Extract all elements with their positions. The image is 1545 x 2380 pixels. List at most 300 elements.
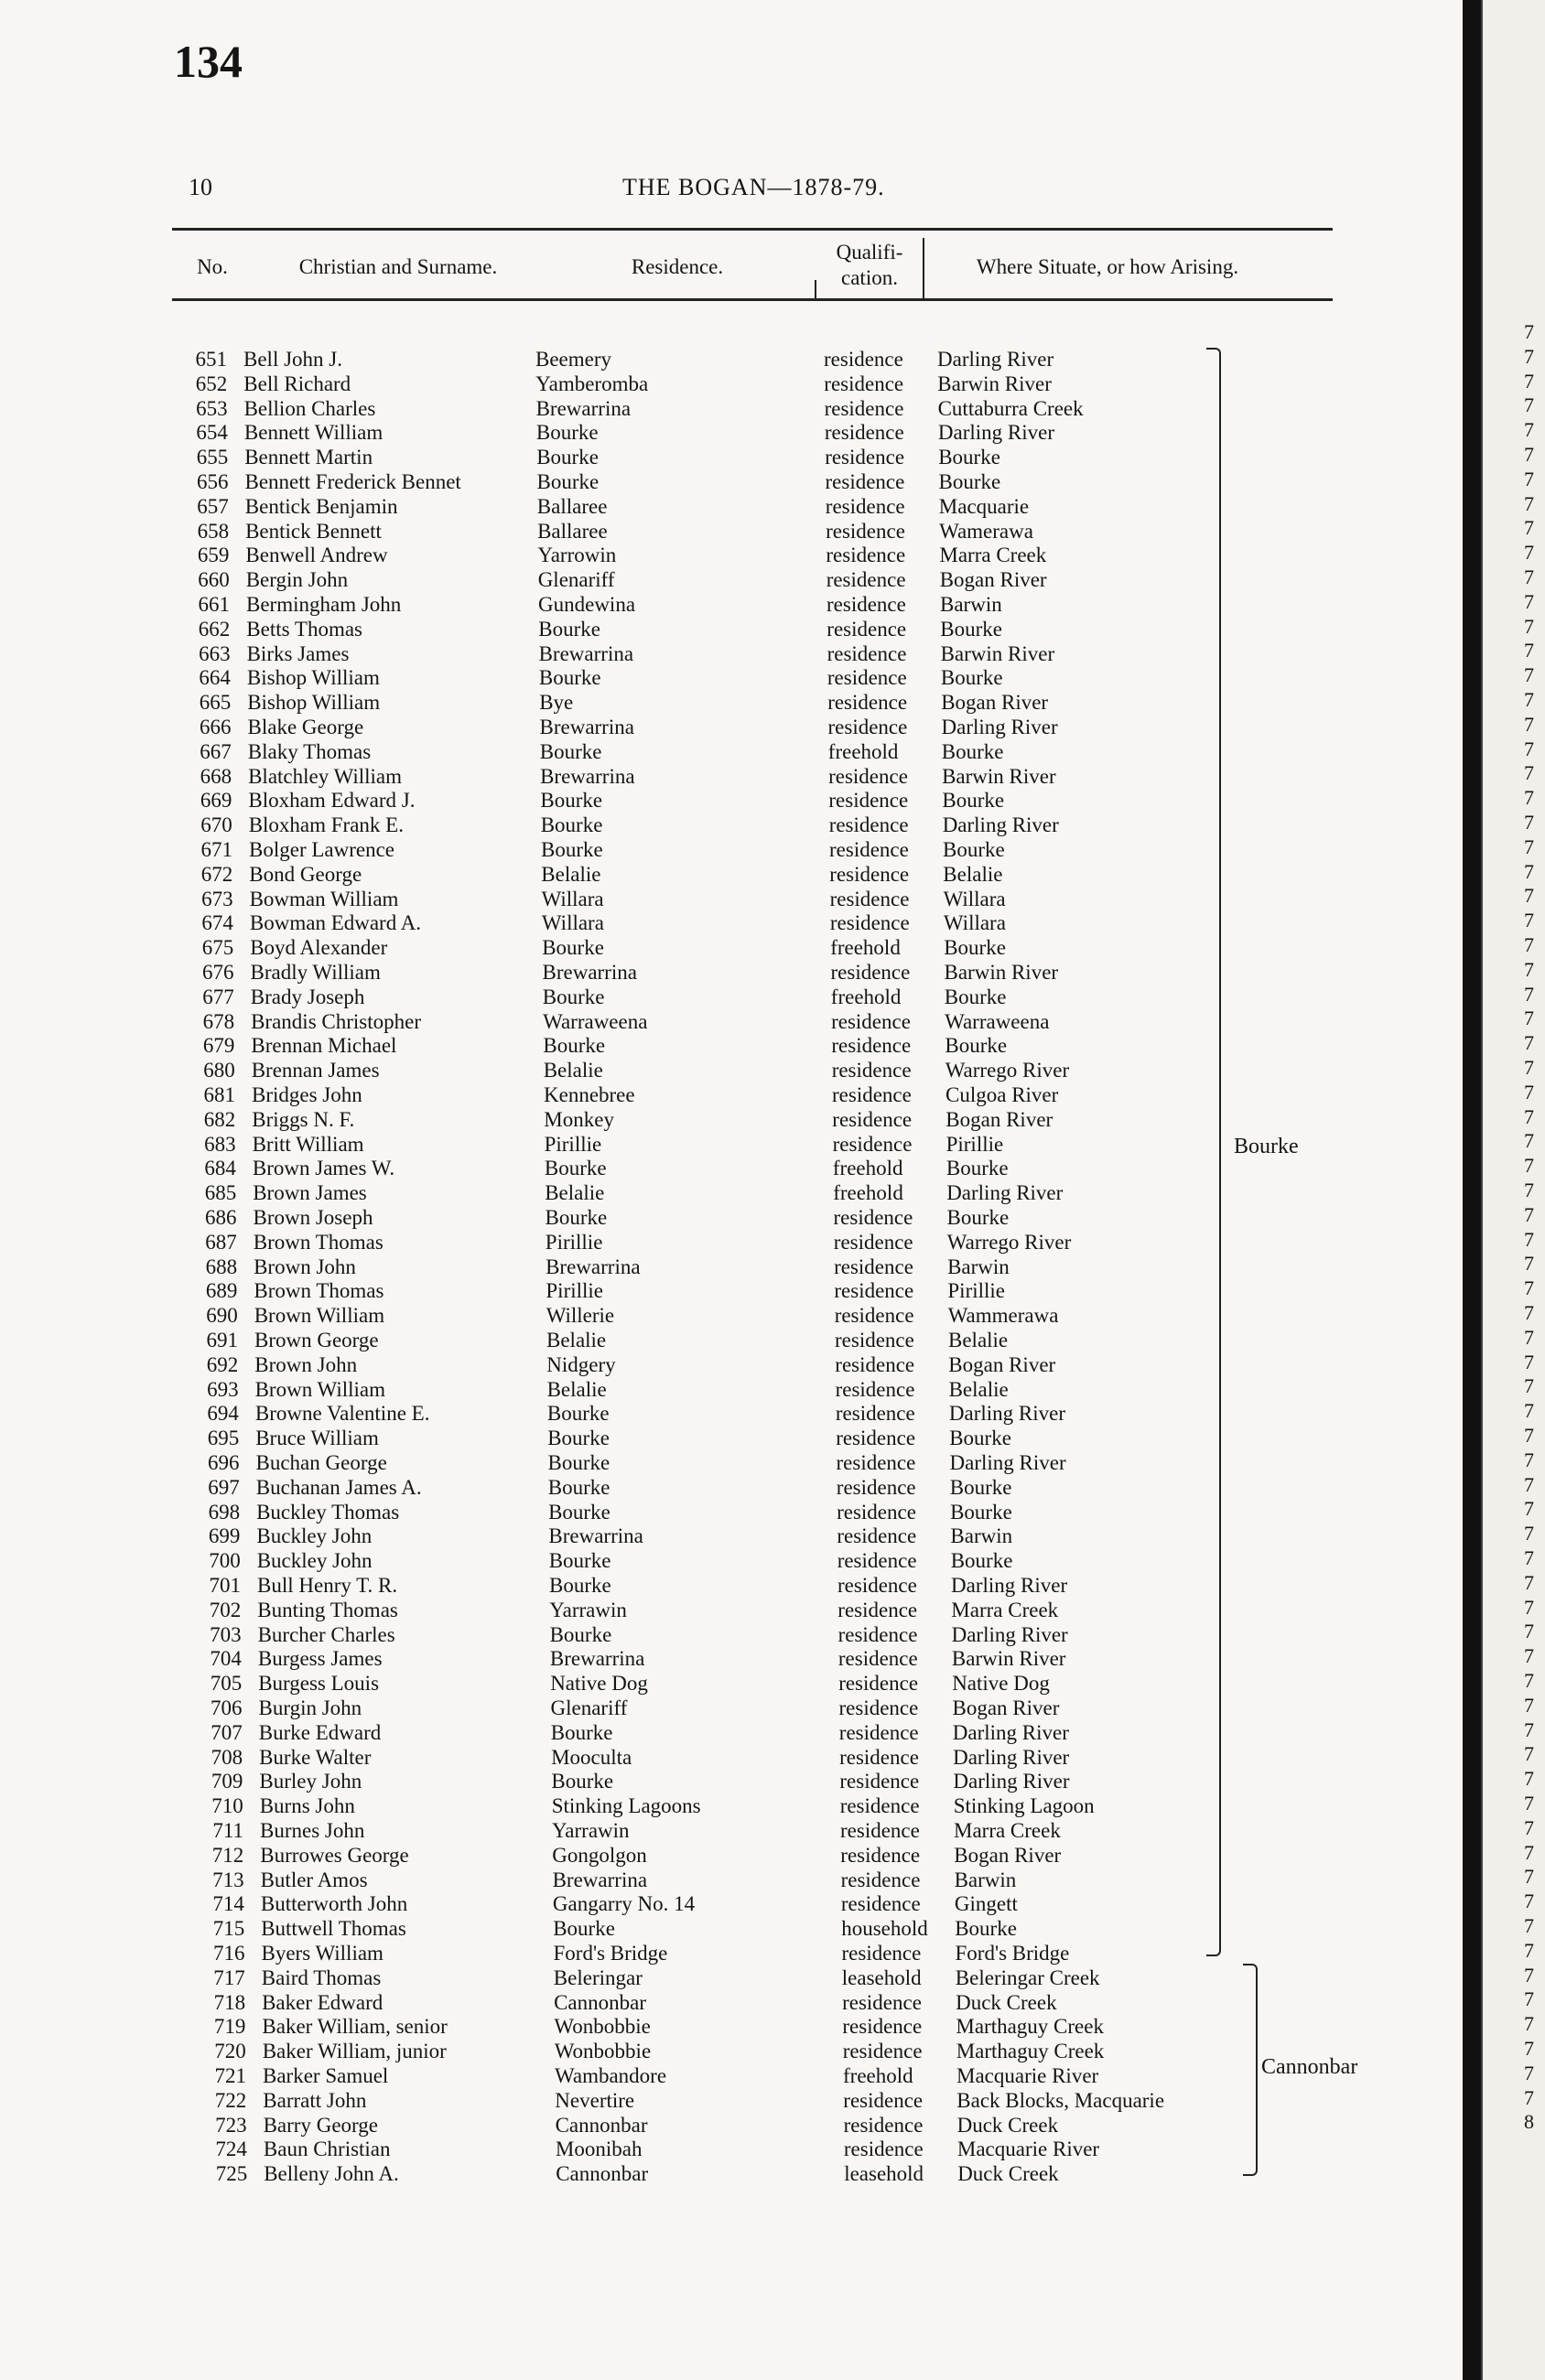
- table-row: [0, 1303, 1226, 1328]
- row-qualification: residence: [829, 838, 909, 861]
- row-where: Barwin River: [942, 764, 1056, 788]
- row-name: Barker Samuel: [263, 2064, 389, 2087]
- row-number: 662: [198, 617, 231, 641]
- row-where: Warrego River: [946, 1230, 1072, 1254]
- facing-page-numeral: 7: [1524, 1031, 1534, 1055]
- row-name: Bell John J.: [243, 348, 342, 371]
- row-residence: Belalie: [543, 1059, 603, 1082]
- facing-page-numeral: 7: [1524, 811, 1534, 834]
- row-name: Baker Edward: [262, 1990, 384, 2014]
- row-name: Brennan Michael: [251, 1034, 397, 1058]
- row-qualification: residence: [825, 446, 905, 469]
- row-name: Bennett Frederick Bennet: [244, 470, 461, 493]
- table-row: [0, 396, 1226, 421]
- row-where: Bourke: [940, 666, 1003, 690]
- table-row: [0, 960, 1226, 985]
- row-number: 699: [208, 1524, 241, 1548]
- row-residence: Moonibah: [555, 2138, 643, 2161]
- row-where: Willara: [943, 911, 1006, 935]
- row-name: Bishop William: [246, 666, 380, 690]
- row-number: 694: [207, 1402, 239, 1426]
- facing-page-numeral: 7: [1524, 835, 1534, 858]
- facing-page-numeral: 7: [1524, 1080, 1534, 1104]
- row-residence: Brewarrina: [548, 1524, 643, 1548]
- table-row: [0, 372, 1226, 396]
- table-row: [0, 1720, 1226, 1745]
- row-number: 693: [207, 1377, 239, 1401]
- row-name: Bennett William: [243, 421, 384, 445]
- facing-page-numeral: 7: [1524, 688, 1534, 711]
- row-residence: Yarrawin: [549, 1598, 627, 1621]
- row-qualification: leasehold: [841, 1965, 922, 1989]
- table-row: [0, 1843, 1226, 1868]
- facing-page-numeral: 7: [1524, 639, 1534, 662]
- row-number: 686: [205, 1206, 237, 1229]
- row-residence: Brewarrina: [549, 1647, 645, 1671]
- row-where: Bourke: [949, 1427, 1011, 1450]
- row-name: Bond George: [249, 862, 362, 886]
- row-residence: Willara: [541, 887, 604, 910]
- table-row: [0, 665, 1226, 690]
- row-qualification: residence: [830, 961, 911, 984]
- facing-page-numeral: 7: [1524, 320, 1534, 343]
- row-number: 717: [213, 1965, 245, 1989]
- row-number: 714: [212, 1892, 244, 1916]
- row-number: 688: [205, 1255, 238, 1278]
- row-name: Burley John: [259, 1770, 362, 1793]
- row-where: Willara: [943, 887, 1006, 910]
- row-qualification: residence: [831, 1009, 911, 1033]
- facing-page-numeral: 7: [1524, 1202, 1534, 1226]
- row-qualification: residence: [824, 372, 904, 395]
- table-row: [0, 420, 1226, 445]
- row-qualification: residence: [836, 1475, 916, 1499]
- row-number: 712: [211, 1843, 244, 1867]
- table-row: [0, 1352, 1226, 1377]
- row-qualification: residence: [835, 1402, 915, 1426]
- row-name: Britt William: [252, 1132, 364, 1156]
- table-row: [0, 1377, 1226, 1402]
- row-number: 676: [202, 961, 234, 984]
- row-where: Darling River: [951, 1574, 1068, 1597]
- row-qualification: residence: [842, 1990, 922, 2014]
- row-qualification: residence: [838, 1720, 919, 1744]
- facing-page-numeral: 7: [1524, 1792, 1534, 1815]
- row-qualification: residence: [832, 1107, 913, 1131]
- table-row: [0, 1033, 1226, 1058]
- row-name: Burcher Charles: [257, 1622, 395, 1646]
- facing-page-numeral: 7: [1524, 737, 1534, 760]
- row-residence: Bourke: [540, 813, 603, 837]
- bourke-group-label: Bourke: [1234, 1135, 1299, 1158]
- row-number: 696: [208, 1451, 240, 1474]
- table-row: [0, 1205, 1226, 1230]
- table-row: [0, 1622, 1226, 1647]
- row-residence: Brewarrina: [546, 1255, 641, 1278]
- row-number: 654: [196, 421, 228, 445]
- facing-page-numeral: 7: [1524, 1890, 1534, 1913]
- row-where: Marra Creek: [951, 1598, 1059, 1621]
- facing-page-numeral: 7: [1524, 565, 1534, 588]
- row-number: 666: [200, 716, 232, 738]
- row-number: 685: [204, 1181, 237, 1205]
- row-name: Burrowes George: [260, 1843, 409, 1867]
- row-number: 709: [211, 1770, 243, 1793]
- table-row: [0, 690, 1226, 715]
- table-row: [0, 935, 1226, 960]
- facing-page-numeral: 7: [1524, 1056, 1534, 1079]
- facing-page-numeral: 7: [1524, 1374, 1534, 1398]
- row-residence: Bourke: [546, 1402, 610, 1426]
- row-where: Darling River: [937, 348, 1054, 371]
- row-residence: Wonbobbie: [554, 2015, 651, 2039]
- row-name: Brown James: [253, 1181, 367, 1205]
- row-where: Marra Creek: [939, 544, 1047, 567]
- row-qualification: residence: [833, 1206, 913, 1229]
- row-where: Duck Creek: [956, 1990, 1057, 2014]
- row-where: Bourke: [949, 1475, 1012, 1499]
- row-number: 716: [213, 1942, 245, 1965]
- row-qualification: residence: [827, 617, 907, 641]
- facing-page-numeral: 7: [1524, 1767, 1534, 1791]
- row-where: Wammerawa: [947, 1304, 1059, 1328]
- row-number: 673: [201, 887, 233, 910]
- row-name: Brown James W.: [252, 1157, 395, 1180]
- row-name: Bowman William: [249, 887, 399, 910]
- table-row: [0, 1671, 1226, 1696]
- facing-page-numeral: 7: [1524, 1644, 1534, 1668]
- table-row: [0, 813, 1226, 837]
- header-bottom-rule: [172, 298, 1333, 301]
- row-name: Blaky Thomas: [247, 739, 372, 763]
- row-name: Briggs N. F.: [252, 1107, 355, 1131]
- row-where: Bourke: [945, 1157, 1009, 1180]
- row-residence: Bourke: [547, 1475, 610, 1499]
- row-where: Bourke: [943, 838, 1005, 861]
- row-name: Baker William, junior: [262, 2040, 447, 2063]
- row-qualification: leasehold: [844, 2162, 924, 2186]
- row-qualification: residence: [835, 1377, 915, 1401]
- facing-page-numeral: 7: [1524, 1570, 1534, 1594]
- row-name: Benwell Andrew: [245, 544, 388, 567]
- row-qualification: residence: [832, 1132, 913, 1156]
- row-number: 677: [202, 985, 234, 1008]
- facing-page-numeral: 7: [1524, 1815, 1534, 1839]
- table-row: [0, 2088, 1226, 2113]
- facing-page-numeral: 7: [1524, 443, 1534, 466]
- row-name: Bergin John: [245, 568, 349, 592]
- row-qualification: residence: [834, 1279, 914, 1303]
- row-where: Cuttaburra Creek: [937, 396, 1084, 420]
- row-qualification: residence: [826, 519, 905, 543]
- row-name: Burnes John: [260, 1819, 365, 1842]
- header-name: Christian and Surname.: [298, 255, 498, 278]
- row-number: 715: [212, 1917, 245, 1941]
- row-number: 659: [197, 544, 230, 567]
- facing-page-numeral: 7: [1524, 1252, 1534, 1276]
- row-where: Belalie: [948, 1377, 1009, 1401]
- row-qualification: residence: [832, 1083, 912, 1106]
- bourke-brace: [1206, 348, 1221, 1956]
- row-number: 724: [215, 2138, 247, 2161]
- row-residence: Warraweena: [543, 1009, 648, 1033]
- row-qualification: residence: [835, 1352, 915, 1376]
- row-where: Native Dog: [952, 1672, 1050, 1696]
- table-row: [0, 445, 1226, 469]
- row-qualification: residence: [829, 887, 910, 910]
- row-qualification: residence: [828, 764, 908, 788]
- row-name: Blake George: [247, 716, 364, 738]
- row-number: 702: [209, 1598, 242, 1621]
- row-residence: Bourke: [536, 446, 599, 469]
- row-name: Boyd Alexander: [250, 936, 388, 960]
- row-residence: Bourke: [542, 936, 604, 960]
- facing-page-numeral: 7: [1524, 1350, 1534, 1373]
- facing-page-numeral: 7: [1524, 1522, 1534, 1545]
- table-row: [0, 985, 1226, 1009]
- row-number: 705: [210, 1672, 243, 1696]
- table-row: [0, 1426, 1226, 1450]
- row-where: Belalie: [943, 862, 1003, 886]
- facing-page-numeral: 7: [1524, 541, 1534, 565]
- table-row: [0, 1278, 1226, 1303]
- row-qualification: residence: [824, 421, 904, 445]
- row-number: 660: [198, 568, 230, 592]
- table-row: [0, 2039, 1226, 2063]
- row-number: 684: [204, 1157, 236, 1180]
- row-residence: Wambandore: [555, 2064, 667, 2087]
- table-row: [0, 1255, 1226, 1279]
- table-row: [0, 1868, 1226, 1892]
- row-where: Darling River: [946, 1181, 1064, 1205]
- row-number: 701: [209, 1574, 241, 1597]
- table-row: [0, 1009, 1226, 1034]
- row-where: Duck Creek: [957, 2162, 1059, 2186]
- table-row: [0, 788, 1226, 813]
- row-residence: Yarrowin: [537, 544, 617, 567]
- row-name: Butler Amos: [260, 1868, 368, 1891]
- row-number: 722: [214, 2088, 247, 2112]
- table-row: [0, 1500, 1226, 1524]
- table-row: [0, 1548, 1226, 1573]
- facing-page-numeral: 7: [1524, 1620, 1534, 1643]
- row-name: Bennett Martin: [244, 446, 373, 469]
- row-number: 719: [213, 2015, 246, 2039]
- facing-page-numeral: 7: [1524, 1227, 1534, 1251]
- row-where: Bogan River: [939, 568, 1047, 592]
- header-separator-left: [815, 280, 816, 300]
- row-number: 661: [198, 593, 230, 616]
- row-qualification: freehold: [827, 739, 899, 763]
- row-number: 651: [195, 348, 227, 371]
- row-qualification: residence: [836, 1427, 916, 1450]
- row-name: Bolger Lawrence: [249, 838, 395, 861]
- row-qualification: residence: [831, 1034, 912, 1058]
- row-name: Burke Walter: [259, 1745, 372, 1769]
- row-residence: Nidgery: [546, 1352, 616, 1376]
- row-name: Brown William: [254, 1377, 385, 1401]
- row-name: Buckley John: [256, 1549, 373, 1573]
- row-number: 690: [206, 1304, 238, 1328]
- row-qualification: residence: [840, 1868, 921, 1891]
- row-number: 718: [213, 1990, 246, 2014]
- row-where: Ford's Bridge: [955, 1942, 1070, 1965]
- row-where: Bourke: [942, 789, 1005, 813]
- row-residence: Willerie: [546, 1304, 615, 1328]
- row-residence: Glenariff: [537, 568, 615, 592]
- row-residence: Nevertire: [555, 2088, 635, 2112]
- row-where: Belalie: [948, 1329, 1009, 1352]
- row-residence: Bourke: [547, 1427, 610, 1450]
- row-number: 657: [197, 494, 229, 518]
- table-row: [0, 1818, 1226, 1843]
- row-name: Belleny John A.: [264, 2162, 399, 2186]
- table-row: [0, 887, 1226, 911]
- row-residence: Cannonbar: [554, 1990, 647, 2014]
- row-name: Bishop William: [247, 691, 381, 715]
- row-number: 674: [201, 911, 233, 935]
- row-name: Brennan James: [251, 1059, 380, 1082]
- row-qualification: residence: [842, 2040, 923, 2063]
- row-number: 720: [214, 2040, 246, 2063]
- row-qualification: residence: [840, 1819, 920, 1842]
- row-name: Barratt John: [263, 2088, 367, 2112]
- row-residence: Monkey: [544, 1107, 614, 1131]
- header-top-rule: [172, 228, 1333, 231]
- table-row: [0, 1230, 1226, 1255]
- row-qualification: freehold: [832, 1157, 903, 1180]
- row-residence: Bourke: [538, 666, 601, 690]
- row-residence: Stinking Lagoons: [551, 1794, 701, 1818]
- row-residence: Bye: [539, 691, 574, 715]
- row-where: Bourke: [946, 1206, 1010, 1229]
- row-name: Bell Richard: [243, 372, 351, 395]
- row-qualification: residence: [829, 862, 910, 886]
- facing-page-numeral: 7: [1524, 467, 1534, 490]
- table-row: [0, 1132, 1226, 1157]
- facing-page-numeral: 7: [1524, 1693, 1534, 1717]
- row-residence: Yarrawin: [552, 1819, 630, 1842]
- row-residence: Ford's Bridge: [553, 1942, 668, 1965]
- row-qualification: freehold: [843, 2064, 913, 2087]
- row-qualification: residence: [834, 1255, 913, 1278]
- row-where: Bourke: [941, 739, 1004, 763]
- row-qualification: residence: [833, 1230, 913, 1254]
- row-residence: Belalie: [546, 1329, 607, 1352]
- facing-page-numeral: 7: [1524, 1963, 1534, 1987]
- row-qualification: residence: [837, 1598, 918, 1621]
- row-name: Buchan George: [255, 1451, 387, 1474]
- row-residence: Bourke: [549, 1622, 612, 1646]
- row-qualification: residence: [827, 716, 908, 738]
- facing-page-numeral: 7: [1524, 491, 1534, 515]
- row-where: Bogan River: [945, 1107, 1053, 1131]
- facing-page-numeral: 7: [1524, 884, 1534, 908]
- row-residence: Bourke: [541, 838, 603, 861]
- facing-page-numeral: 7: [1524, 1325, 1534, 1349]
- row-name: Baker William, senior: [262, 2015, 448, 2039]
- row-residence: Brewarrina: [538, 641, 634, 665]
- row-number: 707: [211, 1720, 243, 1744]
- row-residence: Bourke: [542, 985, 605, 1008]
- facing-page-numeral: 7: [1524, 1840, 1534, 1864]
- row-where: Bourke: [944, 985, 1007, 1008]
- row-residence: Bourke: [535, 421, 599, 445]
- facing-page-numeral: 7: [1524, 1742, 1534, 1766]
- row-number: 706: [211, 1696, 243, 1719]
- row-residence: Glenariff: [550, 1696, 628, 1719]
- facing-page-numeral: 7: [1524, 1104, 1534, 1128]
- table-row: [0, 519, 1226, 544]
- row-where: Barwin: [940, 593, 1002, 616]
- row-qualification: household: [841, 1917, 928, 1941]
- row-name: Browne Valentine E.: [254, 1402, 430, 1426]
- table-row: [0, 567, 1226, 592]
- table-row: [0, 1696, 1226, 1720]
- table-row: [0, 739, 1226, 764]
- facing-page-numeral: 7: [1524, 1595, 1534, 1619]
- table-row: [0, 617, 1226, 641]
- table-row: [0, 862, 1226, 887]
- row-qualification: residence: [835, 1329, 914, 1352]
- row-residence: Pirillie: [545, 1230, 603, 1254]
- row-residence: Mooculta: [551, 1745, 632, 1769]
- facing-page-numeral: 8: [1524, 2110, 1534, 2134]
- table-row: [0, 2113, 1226, 2138]
- row-qualification: residence: [837, 1500, 916, 1524]
- row-number: 670: [200, 813, 232, 837]
- row-name: Burns John: [259, 1794, 355, 1818]
- row-name: Burgess Louis: [258, 1672, 380, 1696]
- row-where: Barwin: [954, 1868, 1017, 1891]
- row-qualification: freehold: [830, 936, 901, 960]
- row-qualification: residence: [839, 1770, 920, 1793]
- table-row: [0, 1941, 1226, 1965]
- facing-page-numeral: 7: [1524, 1448, 1534, 1471]
- row-qualification: residence: [825, 494, 905, 518]
- row-where: Darling River: [953, 1770, 1070, 1793]
- row-where: Bogan River: [948, 1352, 1056, 1376]
- table-row: [0, 1990, 1226, 2015]
- row-number: 652: [195, 372, 228, 395]
- row-qualification: residence: [842, 2015, 923, 2039]
- facing-page-numeral: 7: [1524, 1987, 1534, 2011]
- cannonbar-group-label: Cannonbar: [1261, 2055, 1358, 2079]
- row-name: Baird Thomas: [261, 1965, 382, 1989]
- row-residence: Gongolgon: [552, 1843, 647, 1867]
- row-name: Brown Joseph: [253, 1206, 373, 1229]
- row-residence: Yamberomba: [535, 372, 649, 395]
- table-row: [0, 715, 1226, 739]
- row-where: Bourke: [940, 617, 1003, 641]
- row-residence: Bourke: [548, 1549, 611, 1573]
- table-row: [0, 2063, 1226, 2088]
- row-name: Brown William: [254, 1304, 385, 1328]
- table-row: [0, 1646, 1226, 1671]
- row-where: Barwin: [950, 1524, 1013, 1548]
- row-name: Brandis Christopher: [251, 1009, 421, 1033]
- row-where: Barwin River: [937, 372, 1052, 395]
- row-number: 700: [209, 1549, 241, 1573]
- row-residence: Brewarrina: [540, 764, 635, 788]
- facing-page-numeral: 7: [1524, 1546, 1534, 1569]
- facing-page-numeral: 7: [1524, 1276, 1534, 1300]
- row-where: Darling River: [952, 1720, 1069, 1744]
- row-where: Warrego River: [945, 1059, 1070, 1082]
- facing-page-numeral: 7: [1524, 982, 1534, 1006]
- row-qualification: residence: [840, 1892, 921, 1916]
- header-no: No.: [197, 255, 228, 278]
